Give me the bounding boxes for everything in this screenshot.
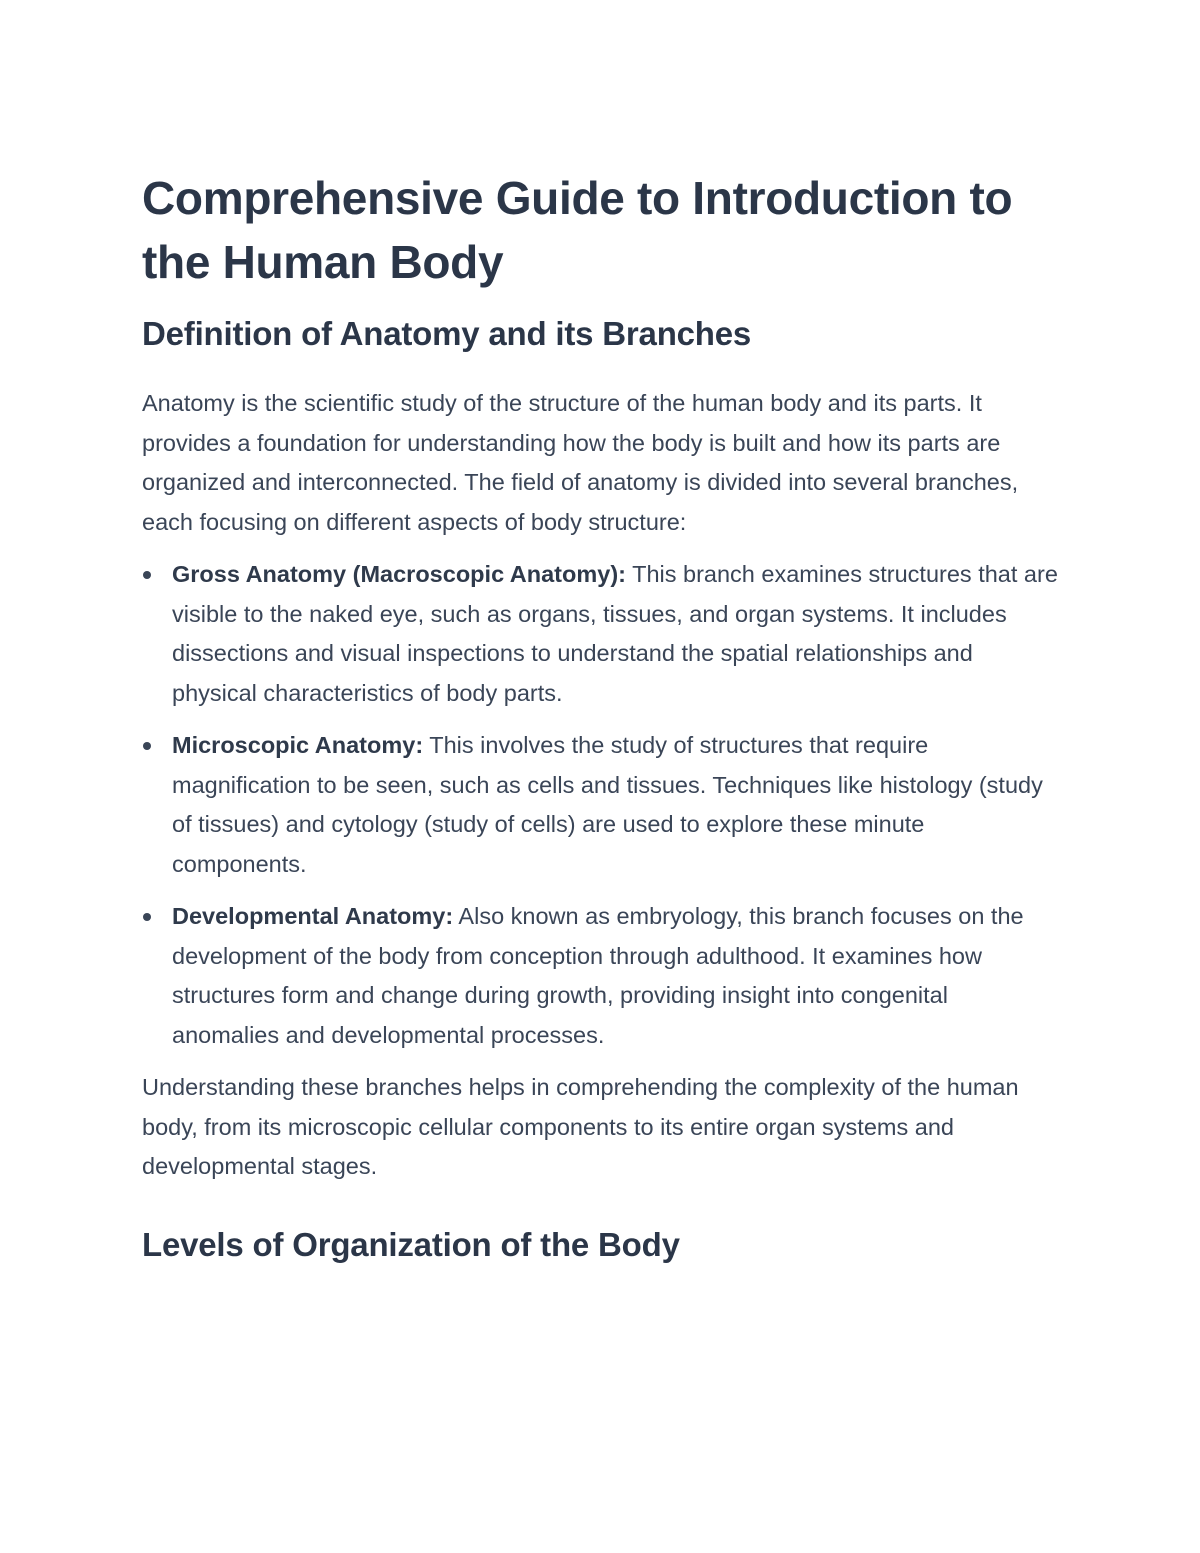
bullet-icon bbox=[143, 571, 151, 579]
branch-description: Also known as embryology, this branch focuses on the development of the body from conception through adulthood. It examines how structures form and change during growth, providing insight into congenital anomalies and developmental processes. bbox=[172, 903, 1024, 1048]
branch-term: Developmental Anatomy: bbox=[172, 903, 454, 929]
section-heading-levels-of-organization: Levels of Organization of the Body bbox=[142, 1225, 680, 1263]
list-item-microscopic-anatomy bbox=[142, 726, 1060, 884]
document-title: Comprehensive Guide to Introduction to the Human Body bbox=[142, 172, 1013, 288]
section-heading-anatomy-branches: Definition of Anatomy and its Branches bbox=[142, 315, 752, 352]
bullet-icon bbox=[143, 742, 151, 750]
list-item-developmental-anatomy bbox=[142, 897, 1060, 1055]
branch-description: This branch examines structures that are visible to the naked eye, such as organs, tissues, and organ systems. It includes dissections and visual inspections to understand the spatial relationships and physical characteristics of body parts. bbox=[172, 561, 1058, 706]
branch-description: This involves the study of structures that require magnification to be seen, such as cells and tissues. Techniques like histology (study of tissues) and cytology (study of cells) are used to explore these minute components. bbox=[172, 732, 1043, 877]
branch-term: Microscopic Anatomy: bbox=[172, 732, 424, 758]
branches-list bbox=[142, 555, 1060, 1055]
branch-term: Gross Anatomy (Macroscopic Anatomy): bbox=[172, 561, 626, 587]
bullet-icon bbox=[143, 913, 151, 921]
intro-paragraph: Anatomy is the scientific study of the structure of the human body and its parts. It provides a foundation for understanding how the body is built and how its parts are organized and interconnected. The field of anatomy is divided into several branches, each focusing on different aspects of body structure: bbox=[142, 390, 1019, 535]
list-item-gross-anatomy bbox=[142, 555, 1060, 713]
summary-paragraph: Understanding these branches helps in comprehending the complexity of the human body, from its microscopic cellular components to its entire organ systems and developmental stages. bbox=[142, 1074, 1019, 1179]
